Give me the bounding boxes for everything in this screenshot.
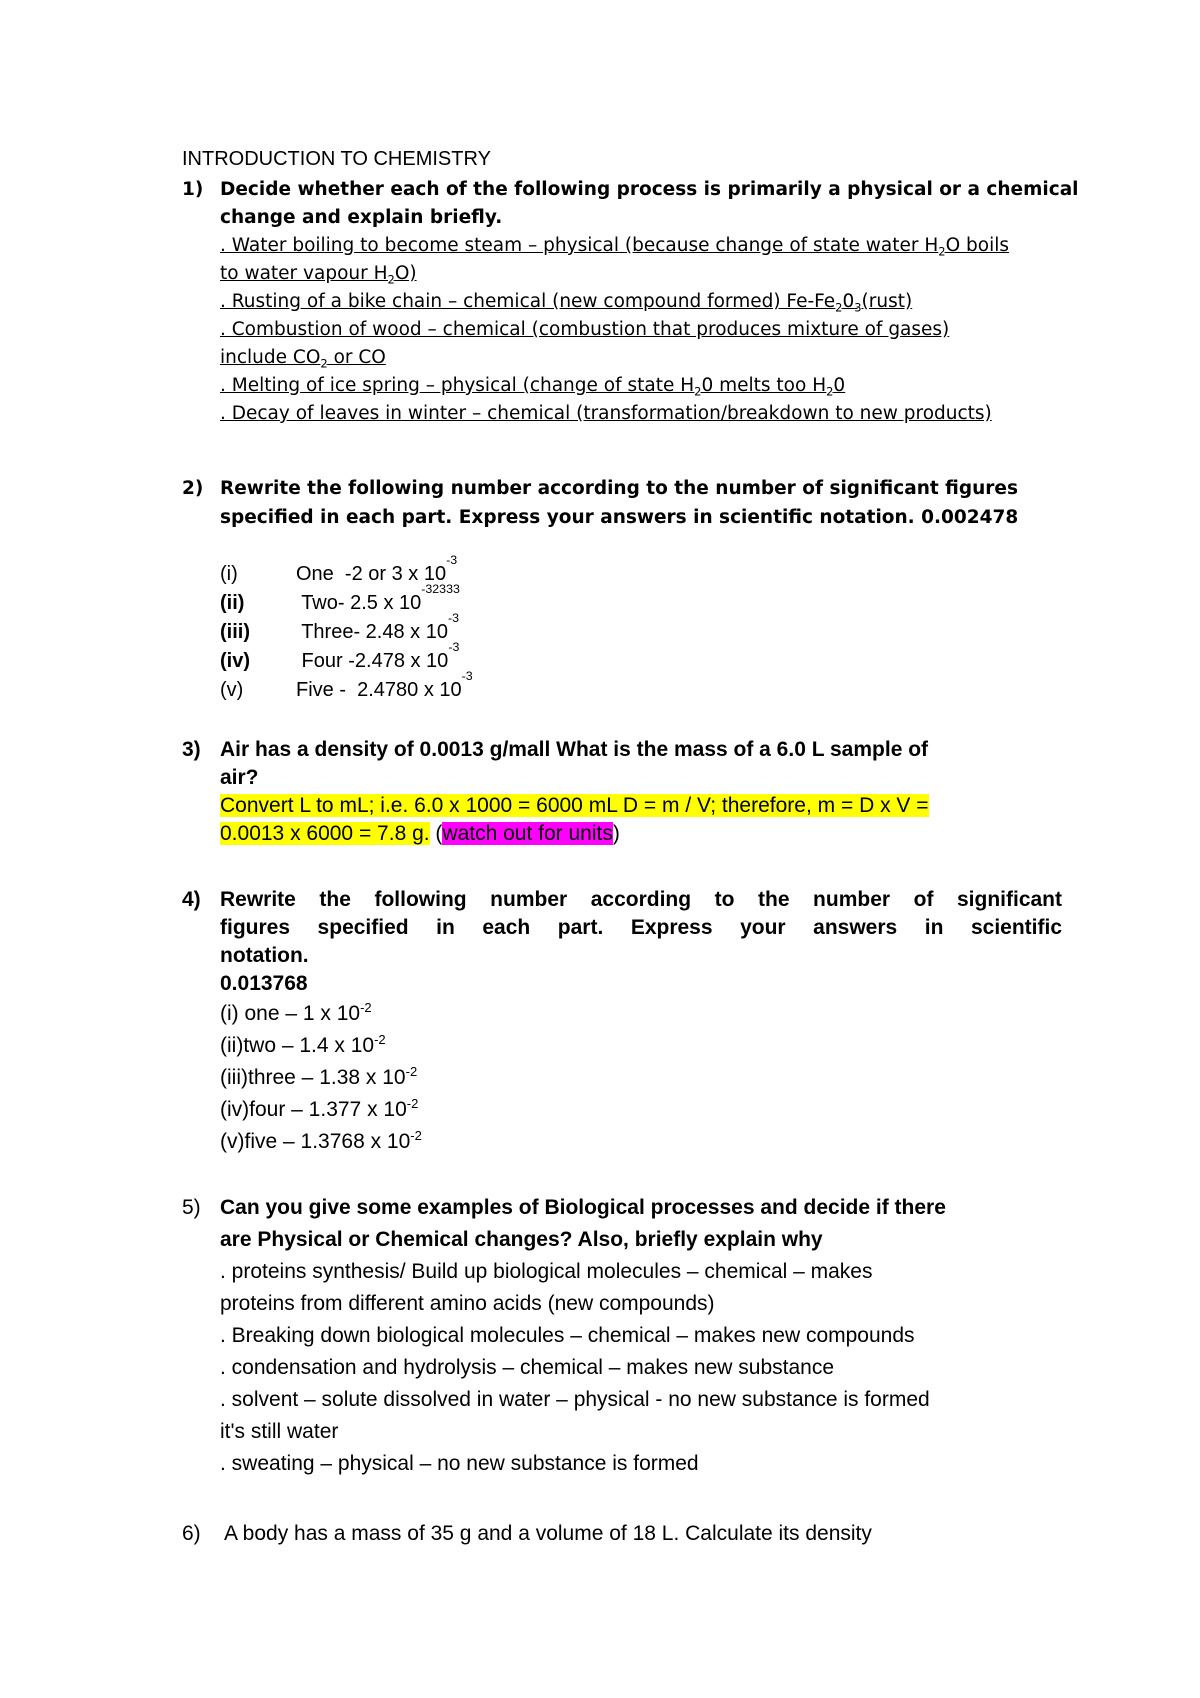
question-prompt: air?	[220, 766, 259, 789]
answer-text: (i) one – 1 x 10	[220, 1002, 361, 1025]
answer-text: One -2 or 3 x 10	[296, 563, 447, 585]
roman-numeral: (iv)	[220, 650, 250, 672]
question-prompt: are Physical or Chemical changes? Also, briefly explain why	[220, 1228, 823, 1251]
q4-answer-item	[220, 1030, 1062, 1062]
answer-text: (iii)three – 1.38 x 10	[220, 1066, 406, 1089]
answer-text: (ii)two – 1.4 x 10	[220, 1034, 375, 1057]
q5-answer-line: it's still water	[220, 1420, 339, 1443]
question-number: 4)	[182, 888, 201, 911]
answer-line: include $CO_2$ or CO	[220, 347, 386, 371]
answer-text: Four -2.478 x 10	[296, 650, 449, 672]
exponent: -32333	[421, 582, 460, 596]
q4-answer-item	[220, 998, 1062, 1030]
answer-text: (v)five – 1.3768 x 10	[220, 1130, 411, 1153]
q5-answer-line: . sweating – physical – no new substance is formed	[220, 1452, 699, 1475]
q5-answer-line: . solvent – solute dissolved in water – physical - no new substance is formed	[220, 1388, 930, 1411]
q4-answer-item	[220, 1094, 1062, 1126]
highlighted-answer: 0.0013 x 6000 = 7.8 g.	[220, 822, 430, 845]
q4-answer-list	[220, 998, 1062, 1158]
answer-line: . Combustion of wood – chemical (combustion that produces mixture of gases)	[220, 319, 950, 340]
q5-answer-list	[220, 1256, 1062, 1480]
answer-line: . Rusting of a bike chain – chemical (new compound formed) $Fe-Fe_20_3(rust)$	[220, 291, 913, 315]
question-prompt: A body has a mass of 35 g and a volume of 18 L. Calculate its density	[224, 1522, 872, 1545]
answer-text: Three- 2.48 x 10	[296, 621, 448, 643]
exponent: -3	[461, 669, 473, 683]
q4-answer-item	[220, 1126, 1062, 1158]
answer-text: (iv)four – 1.377 x 10	[220, 1098, 407, 1121]
answer-line: . Melting of ice spring – physical (change of state $H_20$ melts too $H_20$	[220, 375, 846, 399]
question-2	[182, 474, 1062, 532]
answer-line: 0.0013 x 6000 = 7.8 g. (watch out for units)	[220, 822, 620, 845]
q2-answer-item	[220, 582, 1062, 618]
document-title: INTRODUCTION TO CHEMISTRY	[182, 148, 491, 170]
exponent: -3	[446, 553, 458, 567]
exponent: -2	[410, 1128, 422, 1143]
q2-answer-item	[220, 553, 1062, 589]
exponent: -3	[448, 640, 460, 654]
exponent: -2	[374, 1032, 386, 1047]
question-3	[182, 736, 1062, 848]
roman-numeral: (i)	[220, 563, 238, 585]
answer-line: . Decay of leaves in winter – chemical (transformation/breakdown to new products)	[220, 403, 992, 424]
question-prompt: Rewrite the following number according to the number of significant	[220, 888, 1062, 911]
question-1	[182, 176, 1079, 428]
question-4	[182, 886, 1062, 1158]
roman-numeral: (iii)	[220, 621, 250, 643]
exponent: -2	[360, 1000, 372, 1015]
answer-line	[220, 792, 1062, 820]
question-prompt: Decide whether each of the following process is primarily a physical or a chemical	[220, 179, 1079, 200]
answer-line: . Water boiling to become steam – physical (because change of state water $H_2O$ boils	[220, 235, 1010, 259]
question-prompt: figures specified in each part. Express your answers in scientific	[220, 916, 1062, 939]
roman-numeral: (v)	[220, 679, 244, 701]
question-prompt: specified in each part. Express your answers in scientific notation. 0.002478	[220, 507, 1019, 528]
exponent: -3	[447, 611, 459, 625]
question-5	[182, 1192, 1062, 1480]
question-prompt: Can you give some examples of Biological processes and decide if there	[220, 1196, 946, 1219]
question-number: 3)	[182, 738, 201, 761]
q2-answer-item	[220, 640, 1062, 676]
question-number: 2)	[182, 478, 204, 499]
question-prompt: notation.	[220, 944, 309, 967]
question-prompt: change and explain briefly.	[220, 207, 503, 228]
q2-answer-list	[182, 553, 1062, 705]
question-prompt: Rewrite the following number according to the number of significant figures	[220, 478, 1018, 499]
q5-answer-line: . proteins synthesis/ Build up biological molecules – chemical – makes	[220, 1260, 873, 1283]
question-prompt: Air has a density of 0.0013 g/mall What is the mass of a 6.0 L sample of	[220, 738, 929, 761]
exponent: -2	[406, 1096, 419, 1111]
q4-answer-item	[220, 1062, 1062, 1094]
q2-answer-item	[220, 611, 1062, 647]
answer-text: Two- 2.5 x 10	[296, 592, 422, 614]
question-number: 5)	[182, 1196, 201, 1219]
question-number: 1)	[182, 179, 204, 200]
q5-answer-line: proteins from different amino acids (new compounds)	[220, 1292, 715, 1315]
roman-numeral: (ii)	[220, 592, 245, 614]
q5-answer-line: . condensation and hydrolysis – chemical – makes new substance	[220, 1356, 835, 1379]
given-number: 0.013768	[220, 972, 308, 995]
highlighted-answer: Convert L to mL; i.e. 6.0 x 1000 = 6000 mL D = m / V; therefore, m = D x V =	[220, 794, 929, 817]
highlighted-note: watch out for units	[442, 822, 613, 845]
answer-text: Five - 2.4780 x 10	[296, 679, 462, 701]
question-6	[182, 1520, 1062, 1548]
question-number: 6)	[182, 1522, 201, 1545]
answer-line: to water vapour $H_2O$)	[220, 263, 417, 287]
q5-answer-line: . Breaking down biological molecules – chemical – makes new compounds	[220, 1324, 915, 1347]
q2-answer-item	[220, 669, 1062, 705]
exponent: -2	[405, 1064, 418, 1079]
